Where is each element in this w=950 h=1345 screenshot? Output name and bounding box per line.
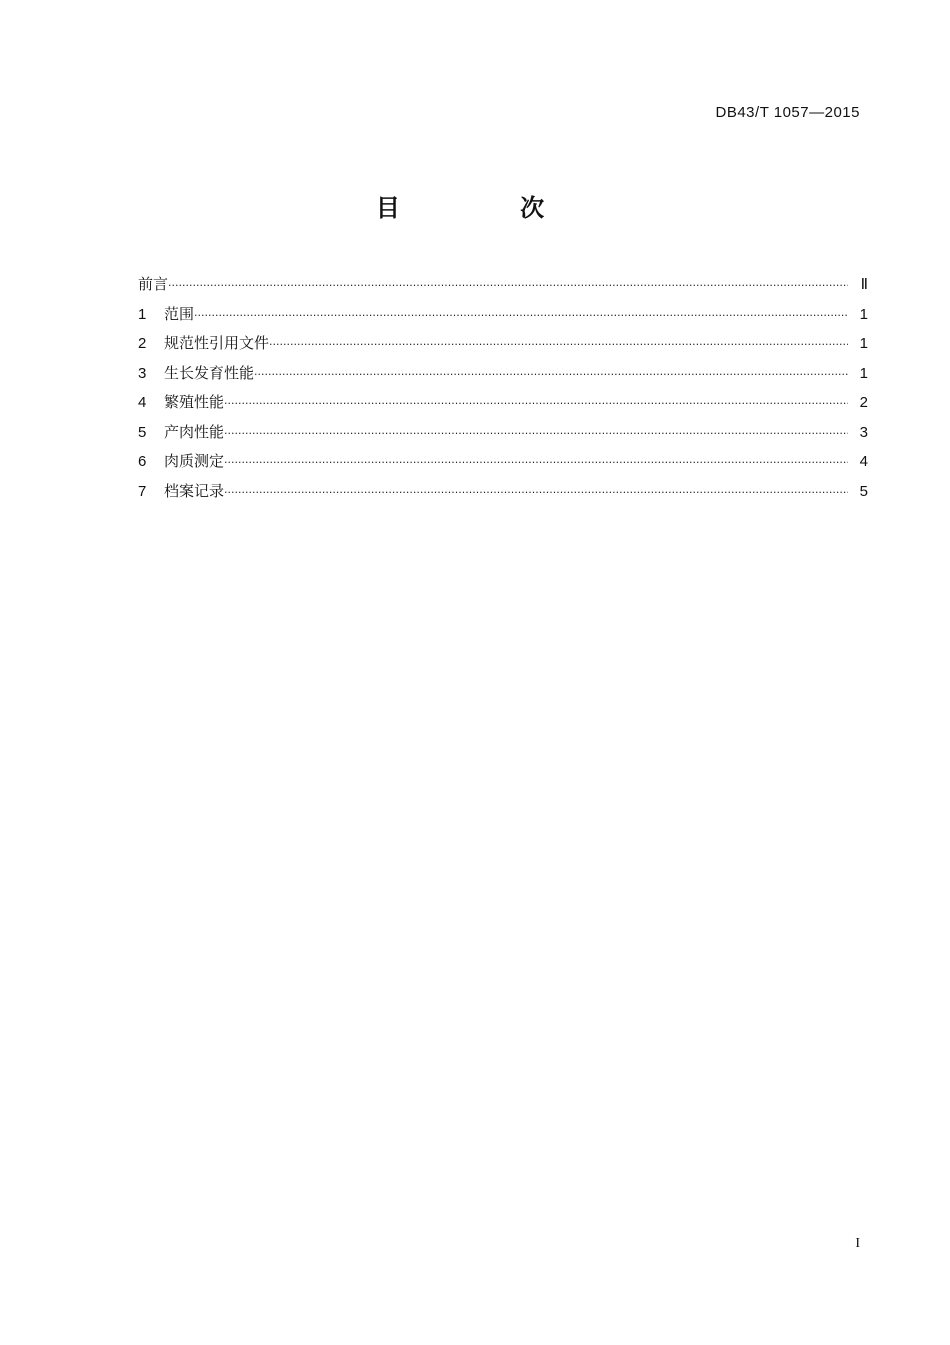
toc-item-number: 2 [138, 335, 147, 352]
toc-item-page: 1 [859, 335, 868, 352]
toc-dot-leader [224, 419, 848, 449]
toc-item-number: 5 [138, 423, 147, 441]
toc-item-label: 繁殖性能 [164, 393, 225, 411]
toc-item-reproductive-performance[interactable] [138, 388, 868, 418]
toc-item-page: 1 [859, 364, 868, 382]
toc-dot-leader [168, 271, 848, 301]
table-of-contents [138, 270, 868, 506]
toc-item-meat-production[interactable] [138, 418, 868, 448]
toc-item-normative-references[interactable] [138, 329, 868, 359]
toc-item-number: 3 [138, 364, 147, 382]
toc-item-number: 7 [138, 482, 147, 500]
toc-item-scope[interactable] [138, 300, 868, 330]
toc-item-page: 5 [859, 482, 868, 500]
toc-item-page: 3 [859, 423, 868, 441]
toc-dot-leader [224, 389, 848, 419]
toc-dot-leader [269, 330, 848, 360]
toc-item-meat-quality[interactable] [138, 447, 868, 477]
toc-item-page: 2 [859, 394, 868, 411]
toc-item-number: 4 [138, 394, 147, 411]
toc-item-label: 前言 [138, 275, 169, 293]
page-number: I [855, 1236, 860, 1251]
toc-item-page: 1 [859, 305, 868, 323]
toc-item-label: 产肉性能 [164, 422, 225, 441]
toc-item-page: Ⅱ [860, 277, 868, 293]
toc-item-page: 4 [859, 453, 868, 470]
toc-item-records[interactable] [138, 477, 868, 507]
toc-dot-leader [194, 301, 848, 331]
toc-item-label: 范围 [164, 304, 195, 323]
toc-item-label: 生长发育性能 [164, 363, 255, 382]
toc-item-number: 1 [138, 305, 147, 323]
standard-code: DB43/T 1057—2015 [715, 104, 860, 121]
toc-item-foreword[interactable] [138, 270, 868, 300]
toc-dot-leader [224, 478, 848, 508]
toc-dot-leader [254, 360, 848, 390]
toc-item-label: 规范性引用文件 [164, 334, 270, 352]
toc-item-growth-performance[interactable] [138, 359, 868, 389]
toc-item-label: 肉质测定 [164, 452, 225, 470]
toc-title: 目 次 [375, 194, 601, 222]
toc-dot-leader [224, 448, 848, 478]
toc-item-number: 6 [138, 453, 147, 470]
toc-item-label: 档案记录 [164, 481, 225, 500]
